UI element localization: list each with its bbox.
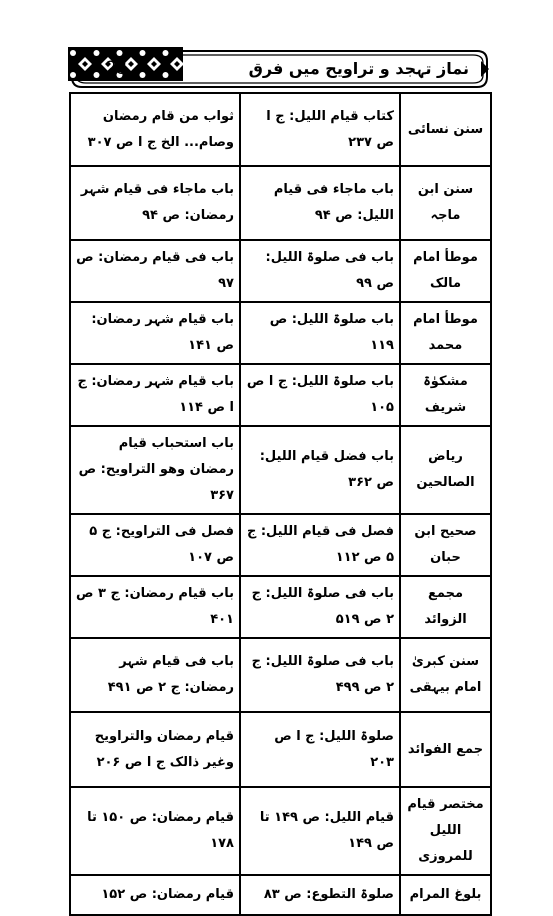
night-prayer-reference-cell: باب صلوۃ اللیل: ص ۱۱۹	[240, 302, 400, 364]
night-prayer-reference-cell: فصل فی قیام اللیل: ج ۵ ص ۱۱۲	[240, 514, 400, 576]
night-prayer-reference-cell: باب صلوۃ اللیل: ج ا ص ۱۰۵	[240, 364, 400, 426]
book-cell: سنن ابن ماجہ	[400, 166, 491, 240]
ramadan-prayer-reference-cell: قیام رمضان: ص ۱۵۲	[70, 875, 240, 915]
book-cell: مشکوٰۃ شریف	[400, 364, 491, 426]
book-cell: مختصر قیام اللیل للمروزی	[400, 787, 491, 875]
page-number: 23	[105, 58, 127, 79]
book-cell: بلوغ المرام	[400, 875, 491, 915]
table-row	[70, 576, 491, 638]
table-row	[70, 875, 491, 915]
night-prayer-reference-cell: قیام اللیل: ص ۱۴۹ تا ص ۱۴۹	[240, 787, 400, 875]
page-header	[68, 47, 491, 91]
night-prayer-reference-cell: صلوۃ التطوع: ص ۸۳	[240, 875, 400, 915]
table-row	[70, 787, 491, 875]
book-cell: صحیح ابن حبان	[400, 514, 491, 576]
night-prayer-reference-cell: باب فضل قیام اللیل: ص ۳۶۲	[240, 426, 400, 514]
table-row	[70, 426, 491, 514]
ramadan-prayer-reference-cell: فصل فی التراویح: ج ۵ ص ۱۰۷	[70, 514, 240, 576]
table-row	[70, 240, 491, 302]
ramadan-prayer-reference-cell: باب فی قیام شہر رمضان: ج ۲ ص ۴۹۱	[70, 638, 240, 712]
ramadan-prayer-reference-cell: باب قیام شہر رمضان: ص ۱۴۱	[70, 302, 240, 364]
running-title: نماز تہجد و تراویح میں فرق	[248, 59, 469, 78]
book-cell: موطأ امام محمد	[400, 302, 491, 364]
night-prayer-reference-cell: باب ماجاء فی قیام اللیل: ص ۹۴	[240, 166, 400, 240]
ramadan-prayer-reference-cell: قیام رمضان: ص ۱۵۰ تا ۱۷۸	[70, 787, 240, 875]
night-prayer-reference-cell: کتاب قیام اللیل: ج ا ص ۲۳۷	[240, 93, 400, 166]
ramadan-prayer-reference-cell: باب فی قیام رمضان: ص ۹۷	[70, 240, 240, 302]
ramadan-prayer-reference-cell: باب قیام رمضان: ج ۳ ص ۴۰۱	[70, 576, 240, 638]
book-cell: مجمع الزوائد	[400, 576, 491, 638]
reference-table	[69, 92, 492, 916]
night-prayer-reference-cell: باب فی صلوۃ اللیل: ج ۲ ص ۴۹۹	[240, 638, 400, 712]
book-cell: جمع الفوائد	[400, 712, 491, 787]
book-cell: سنن کبریٰ امام بیہقی	[400, 638, 491, 712]
table-row	[70, 166, 491, 240]
ramadan-prayer-reference-cell: باب ماجاء فی قیام شہر رمضان: ص ۹۴	[70, 166, 240, 240]
night-prayer-reference-cell: باب فی صلوۃ اللیل: ج ۲ ص ۵۱۹	[240, 576, 400, 638]
table-row	[70, 364, 491, 426]
table-row	[70, 514, 491, 576]
book-cell: سنن نسائی	[400, 93, 491, 166]
book-cell: ریاض الصالحین	[400, 426, 491, 514]
night-prayer-reference-cell: باب فی صلوۃ اللیل: ص ۹۹	[240, 240, 400, 302]
ramadan-prayer-reference-cell: ثواب من قام رمضان وصام... الخ ج ا ص ۳۰۷	[70, 93, 240, 166]
ramadan-prayer-reference-cell: قیام رمضان والتراویح وغیر ذالک ج ا ص ۲۰۶	[70, 712, 240, 787]
ramadan-prayer-reference-cell: باب قیام شہر رمضان: ج ا ص ۱۱۴	[70, 364, 240, 426]
table-row	[70, 638, 491, 712]
table-row	[70, 712, 491, 787]
night-prayer-reference-cell: صلوۃ اللیل: ج ا ص ۲۰۳	[240, 712, 400, 787]
table-row	[70, 302, 491, 364]
book-cell: موطأ امام مالک	[400, 240, 491, 302]
table-row	[70, 93, 491, 166]
ramadan-prayer-reference-cell: باب استحباب قیام رمضان وھو التراویح: ص ۳۶۷	[70, 426, 240, 514]
